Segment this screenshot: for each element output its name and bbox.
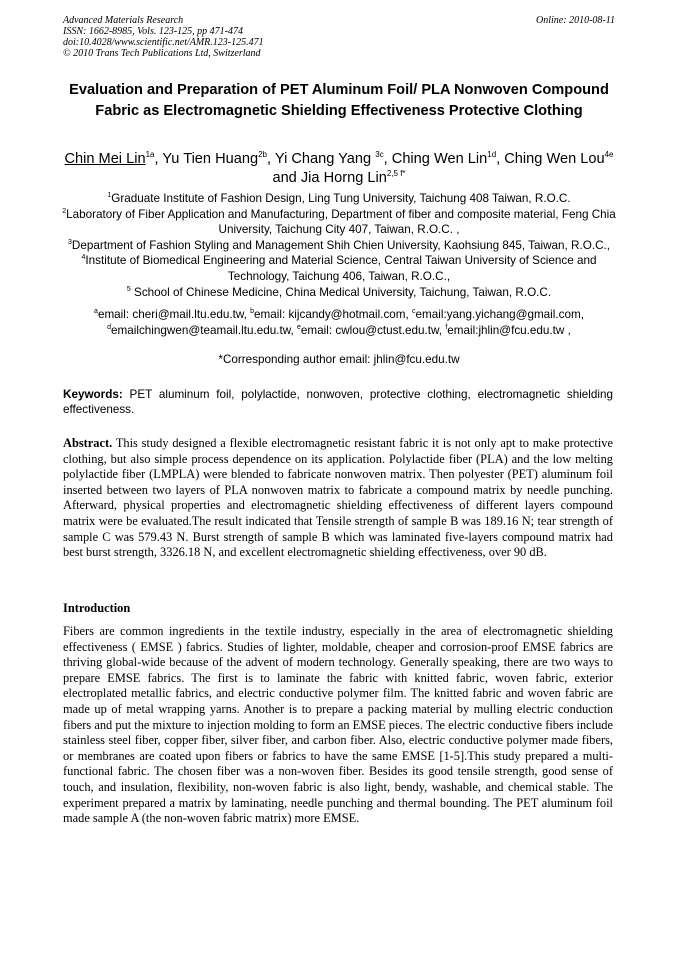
email-text[interactable]: email:yang.yichang@gmail.com, — [415, 308, 584, 321]
author-name: Jia Horng Lin — [300, 170, 387, 186]
online-date: Online: 2010-08-11 — [536, 15, 615, 26]
author-separator: and — [272, 170, 301, 186]
affiliation-text: Institute of Biomedical Engineering and Material Science, Central Taiwan University of Science and Technology, Taichung 406, Taiwan, R.O.C., — [85, 254, 597, 283]
author-name: Yu Tien Huang — [162, 151, 259, 167]
affiliation-text: Department of Fashion Styling and Management Shih Chien University, Kaohsiung 845, Taiwan, R.O.C., — [71, 238, 611, 252]
email-marker: e — [297, 323, 301, 331]
author-marker: 1d — [487, 150, 497, 159]
email-marker: f — [445, 323, 448, 331]
email-text[interactable]: email: cheri@mail.ltu.edu.tw, — [97, 308, 251, 321]
author-name: Yi Chang Yang — [274, 151, 376, 167]
author-emails — [60, 307, 618, 339]
doi-line[interactable]: doi:10.4028/www.scientific.net/AMR.123-125.471 — [63, 37, 264, 48]
affiliation-line — [60, 207, 618, 238]
author-marker: 4e — [604, 150, 614, 159]
paper-title: Evaluation and Preparation of PET Aluminum Foil/ PLA Nonwoven Compound Fabric as Electromagnetic Shielding Effectiveness Protective Clothing — [69, 82, 609, 119]
keywords-text: PET aluminum foil, polylactide, nonwoven, protective clothing, electromagnetic shielding effectiveness. — [63, 388, 613, 416]
journal-name: Advanced Materials Research — [63, 15, 184, 26]
email-marker: c — [412, 308, 416, 315]
introduction-paragraph: Fibers are common ingredients in the textile industry, especially in the area of electromagnetic shielding effectiveness ( EMSE ) fabrics. Studies of lighter, moldable, cheaper and corrosion-proof EMSE fabrics are thriving global-wide because of the advent of modern technology. Generally speaking, there are two ways to prepare EMSE fabrics. The first is to laminate the fabric with knitted fabric, woven fabric, exterior electroplated metallic fabrics, and electric conductive polymer film. The knitted fabric and woven fabric are made up of metal wrapping yarns. Another is to prepare a packing material by mulling electric conduction fibers and put the mixture to injection molding to form an EMSE pieces. The electric conductive fibers include stainless steel fiber, copper fiber, silver fiber, and carbon fiber. Also, electric conductive polymer made fibers, or membranes are coated upon fibers or fabrics to have the same EMSE [1-5].This study prepared a multi-functional fabric. The chosen fiber was a non-woven fiber. Besides its good tensile strength, good sense of touch, and insulation, flexibility, non-woven fabric is also light, bendy, washable, and chemical stable. The experiment prepared a matrix by laminating, needle punching and thermal bounding. The PET aluminum foil made sample A (the non-woven fabric matrix) more EMSE. — [63, 624, 613, 826]
abstract — [63, 436, 613, 561]
author-separator: , — [383, 151, 392, 167]
email-line — [60, 323, 618, 339]
keywords — [63, 388, 613, 417]
email-text[interactable]: emailchingwen@teamail.ltu.edu.tw, — [111, 323, 298, 337]
corresponding-author: *Corresponding author email: jhlin@fcu.edu.tw — [218, 353, 460, 366]
author-list — [60, 150, 618, 188]
affiliation-text: Laboratory of Fiber Application and Manufacturing, Department of fiber and composite material, Feng Chia University, Taichung City 407, Taiwan, R.O.C. , — [66, 207, 616, 237]
affiliation-text: School of Chinese Medicine, China Medical University, Taichung, Taiwan, R.O.C. — [130, 285, 552, 299]
author-separator: , — [267, 151, 275, 167]
running-header — [63, 15, 615, 59]
email-text[interactable]: email:jhlin@fcu.edu.tw , — [447, 323, 571, 337]
affiliation-marker: 2 — [62, 207, 67, 215]
keywords-label: Keywords: — [63, 388, 123, 401]
author-separator: , — [496, 151, 505, 167]
author-name: Ching Wen Lou — [504, 151, 605, 167]
author-name: Ching Wen Lin — [391, 151, 488, 167]
affiliation-marker: 4 — [81, 254, 86, 262]
author-marker: 2,5 f* — [386, 169, 406, 178]
affiliation-marker: 5 — [126, 285, 131, 293]
affiliation-text: Graduate Institute of Fashion Design, Ling Tung University, Taichung 408 Taiwan, R.O.C. — [111, 192, 571, 205]
affiliation-line — [60, 191, 618, 207]
author-marker: 1a — [145, 150, 155, 159]
email-marker: a — [94, 308, 98, 315]
email-text[interactable]: email: cwlou@ctust.edu.tw, — [300, 323, 446, 337]
abstract-label: Abstract. — [63, 436, 113, 450]
abstract-text: This study designed a flexible electromagnetic resistant fabric it is not only apt to make protective clothing, but also simple process dependence on its application. Polylactide fiber (PLA) and the low melting polylactide fiber (LMPLA) were blended to fabricate nonwoven matrix. Then polyester (PET) aluminum foil inserted between two layers of PLA nonwoven matrix to fabricate a compound matrix by needle punching. Afterward, physical properties and electromagnetic shielding effectiveness of different layers compound matrix were be evaluated.The result indicated that Tensile strength of sample B was 189.16 N; tear strength of sample C was 579.43 N. Burst strength of sample B which was laminated five-layers compound matrix had best burst strength, 3326.18 N, and excellent electromagnetic shielding effectiveness, over 90 dB. — [63, 436, 613, 560]
section-heading-introduction: Introduction — [63, 601, 131, 615]
affiliation-line — [60, 285, 618, 301]
author-marker: 3c — [375, 150, 384, 159]
author-marker: 2b — [258, 150, 268, 159]
publication-info — [63, 15, 615, 59]
email-text[interactable]: email: kijcandy@hotmail.com, — [254, 308, 413, 321]
issn-line: ISSN: 1662-8985, Vols. 123-125, pp 471-474 — [63, 26, 243, 37]
affiliations — [60, 191, 618, 300]
email-marker: d — [107, 323, 112, 331]
email-marker: b — [250, 308, 255, 315]
author-name: Chin Mei Lin — [64, 151, 146, 167]
email-line — [60, 307, 618, 323]
affiliation-line — [60, 238, 618, 285]
affiliation-marker: 1 — [107, 192, 112, 199]
copyright-line: © 2010 Trans Tech Publications Ltd, Switzerland — [63, 48, 261, 59]
affiliation-marker: 3 — [67, 238, 72, 246]
author-separator: , — [154, 151, 163, 167]
